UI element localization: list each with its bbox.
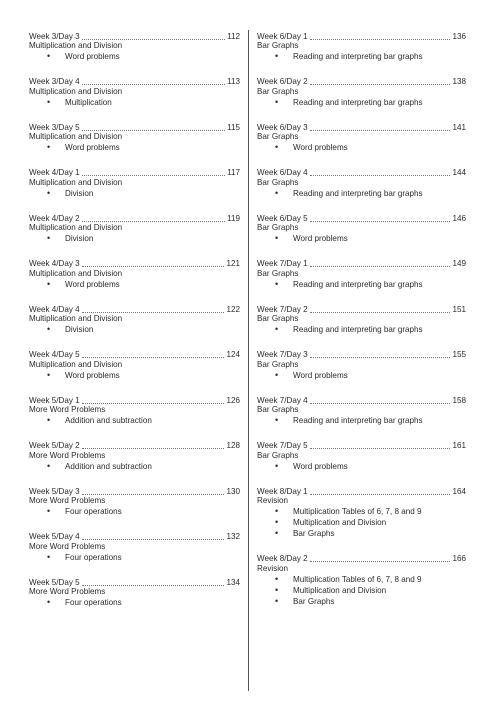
toc-entry-title: Week 5/Day 4 xyxy=(29,532,80,542)
dot-leader xyxy=(82,221,225,222)
dot-leader xyxy=(310,561,451,562)
toc-entry-page-number: 138 xyxy=(452,77,466,87)
toc-entry-page-number: 151 xyxy=(452,304,466,314)
toc-entry-title: Week 6/Day 3 xyxy=(257,122,308,132)
toc-entry-topic-list xyxy=(257,187,466,200)
toc-entry-topic-label: Multiplication and Division xyxy=(293,518,387,527)
toc-entry-topic-label: Division xyxy=(65,325,94,334)
toc-entry xyxy=(29,168,240,200)
bullet-icon: • xyxy=(47,597,51,607)
toc-entry xyxy=(257,168,466,200)
toc-entry-topic-label: Word problems xyxy=(293,461,348,471)
toc-entry-title: Week 7/Day 2 xyxy=(257,304,308,314)
toc-entry-topic-label: Bar Graphs xyxy=(293,596,335,606)
dot-leader xyxy=(82,84,225,85)
bullet-icon: • xyxy=(275,460,279,471)
toc-entry-topic-list xyxy=(29,53,240,63)
toc-entry-topic-label: Reading and interpreting bar graphs xyxy=(293,279,423,289)
toc-entry-topic xyxy=(29,326,240,336)
bullet-icon: • xyxy=(47,551,51,562)
toc-entry-topic-label: Reading and interpreting bar graphs xyxy=(293,416,423,425)
bullet-icon: • xyxy=(47,506,51,516)
dot-leader xyxy=(310,39,451,40)
toc-entry-topic-label: Bar Graphs xyxy=(293,529,335,538)
toc-entry-page-number: 126 xyxy=(226,395,240,405)
toc-entry-topic xyxy=(29,369,240,382)
toc-entry-topic-list xyxy=(29,235,240,245)
toc-entry-topic-list xyxy=(29,96,240,109)
toc-entry-heading xyxy=(29,122,240,132)
toc-entry-topic xyxy=(29,417,240,427)
bullet-icon: • xyxy=(275,415,279,425)
toc-entry-topic-label: Multiplication xyxy=(65,97,112,107)
toc-entry-topic-list xyxy=(29,144,240,154)
toc-entry-subject: Bar Graphs xyxy=(257,359,299,369)
toc-entry xyxy=(257,31,466,63)
toc-entry-heading xyxy=(29,350,240,360)
toc-entry xyxy=(29,213,240,245)
toc-entry-title: Week 3/Day 4 xyxy=(29,77,80,87)
toc-entry xyxy=(257,350,466,382)
toc-entry-topic-label: Multiplication Tables of 6, 7, 8 and 9 xyxy=(293,507,422,516)
toc-entry xyxy=(29,31,240,63)
bullet-icon: • xyxy=(275,595,279,606)
toc-entry-topic-label: Word problems xyxy=(65,52,120,61)
toc-entry-topic-label: Division xyxy=(65,188,94,198)
toc-entry-subject: Bar Graphs xyxy=(257,450,299,460)
toc-entry-topic-list xyxy=(257,326,466,336)
toc-entry-topic-label: Word problems xyxy=(65,370,120,380)
toc-entry-heading xyxy=(257,168,466,178)
toc-entry-topic-list xyxy=(29,508,240,518)
toc-entry-heading xyxy=(257,350,466,360)
toc-entry-topic xyxy=(257,326,466,336)
toc-entry-page-number: 146 xyxy=(452,213,466,223)
bullet-icon: • xyxy=(47,415,51,425)
toc-entry-subject: More Word Problems xyxy=(29,496,106,505)
toc-entry-topic-list xyxy=(29,278,240,291)
toc-entry-title: Week 5/Day 5 xyxy=(29,577,80,587)
toc-entry-topic-label: Division xyxy=(65,234,94,243)
toc-entry-title: Week 3/Day 5 xyxy=(29,122,80,132)
toc-entry-subject: More Word Problems xyxy=(29,587,106,596)
toc-entry-heading xyxy=(257,31,466,41)
toc-entry-heading xyxy=(29,577,240,587)
toc-entry-page-number: 124 xyxy=(226,350,240,360)
toc-entry-title: Week 6/Day 5 xyxy=(257,213,308,223)
bullet-icon: • xyxy=(47,460,51,471)
dot-leader xyxy=(310,175,451,176)
bullet-icon: • xyxy=(47,233,51,243)
toc-entry-title: Week 7/Day 3 xyxy=(257,350,308,360)
toc-entry-heading xyxy=(257,259,466,269)
toc-entry-heading xyxy=(257,441,466,451)
toc-entry xyxy=(29,259,240,291)
toc-entry-subject: Bar Graphs xyxy=(257,132,299,141)
toc-entry xyxy=(29,441,240,473)
toc-entry-title: Week 6/Day 2 xyxy=(257,77,308,87)
bullet-icon: • xyxy=(275,369,279,380)
dot-leader xyxy=(310,403,451,404)
toc-entry-page-number: 112 xyxy=(227,31,240,41)
toc-entry-subject: Multiplication and Division xyxy=(29,314,123,323)
bullet-icon: • xyxy=(275,187,279,198)
toc-entry-topic-list xyxy=(257,460,466,473)
toc-entry-topic xyxy=(29,96,240,109)
toc-entry xyxy=(29,532,240,564)
toc-entry-topic xyxy=(257,144,466,154)
toc-entry-topic xyxy=(29,551,240,564)
dot-leader xyxy=(310,494,451,495)
bullet-icon: • xyxy=(275,506,279,516)
toc-entry-subject: Bar Graphs xyxy=(257,177,299,187)
toc-entry xyxy=(29,122,240,154)
toc-entry-title: Week 5/Day 3 xyxy=(29,486,80,496)
toc-entry-heading xyxy=(29,168,240,178)
bullet-icon: • xyxy=(275,584,279,595)
toc-entry-topic-label: Addition and subtraction xyxy=(65,461,152,471)
toc-entry-heading xyxy=(257,77,466,87)
toc-right-column xyxy=(257,31,466,621)
toc-entry xyxy=(29,577,240,609)
toc-entry-title: Week 6/Day 1 xyxy=(257,31,308,41)
toc-entry xyxy=(29,486,240,518)
toc-entry-topic xyxy=(257,595,466,608)
toc-entry-topic-label: Reading and interpreting bar graphs xyxy=(293,52,423,61)
toc-entry-heading xyxy=(29,77,240,87)
toc-entry-topic xyxy=(29,235,240,245)
toc-entry-topic-label: Multiplication and Division xyxy=(293,585,387,595)
toc-entry-topic xyxy=(29,144,240,154)
dot-leader xyxy=(310,130,451,131)
toc-entry-subject: Bar Graphs xyxy=(257,314,299,323)
toc-entry-title: Week 4/Day 4 xyxy=(29,304,80,314)
toc-entry-topic xyxy=(257,369,466,382)
toc-entry xyxy=(257,441,466,473)
dot-leader xyxy=(82,448,225,449)
toc-entry-topic-list xyxy=(257,278,466,291)
toc-entry-title: Week 5/Day 2 xyxy=(29,441,80,451)
toc-entry-topic-list xyxy=(257,508,466,540)
toc-entry-page-number: 155 xyxy=(452,350,466,360)
toc-entry-subject: Multiplication and Division xyxy=(29,223,123,232)
toc-entry-title: Week 5/Day 1 xyxy=(29,395,80,405)
toc-entry-heading xyxy=(257,554,466,564)
toc-entry-page-number: 121 xyxy=(226,259,240,269)
toc-entry-subject: Multiplication and Division xyxy=(29,359,123,369)
dot-leader xyxy=(82,312,225,313)
toc-entry-subject: Bar Graphs xyxy=(257,268,299,278)
toc-entry-page-number: 161 xyxy=(452,441,466,451)
toc-entry-topic-list xyxy=(257,53,466,63)
toc-entry-subject: More Word Problems xyxy=(29,405,106,414)
toc-entry-title: Week 4/Day 1 xyxy=(29,168,80,178)
toc-entry-title: Week 4/Day 2 xyxy=(29,213,80,223)
toc-entry-topic-label: Four operations xyxy=(65,552,122,562)
bullet-icon: • xyxy=(275,233,279,243)
toc-entry-topic-label: Four operations xyxy=(65,598,122,607)
toc-entry xyxy=(257,259,466,291)
toc-entry-topic xyxy=(257,584,466,597)
toc-left-column xyxy=(29,31,240,623)
toc-entry-page-number: 164 xyxy=(452,486,466,496)
toc-entry-topic xyxy=(257,573,466,586)
bullet-icon: • xyxy=(275,142,279,152)
toc-entry-topic-list xyxy=(29,599,240,609)
toc-entry xyxy=(29,77,240,109)
bullet-icon: • xyxy=(47,369,51,380)
toc-entry-topic xyxy=(257,278,466,291)
toc-entry xyxy=(257,304,466,336)
toc-entry-topic-label: Word problems xyxy=(293,234,348,243)
toc-entry-subject: Bar Graphs xyxy=(257,405,299,414)
toc-entry-topic xyxy=(29,460,240,473)
toc-entry-title: Week 8/Day 1 xyxy=(257,486,308,496)
toc-entry-page-number: 132 xyxy=(226,532,240,542)
bullet-icon: • xyxy=(47,96,51,107)
toc-entry-topic-label: Addition and subtraction xyxy=(65,416,152,425)
toc-entry-topic-list xyxy=(29,551,240,564)
bullet-icon: • xyxy=(47,51,51,61)
toc-entry-topic xyxy=(29,53,240,63)
toc-entry-title: Week 7/Day 4 xyxy=(257,395,308,405)
dot-leader xyxy=(82,357,225,358)
toc-entry-page-number: 113 xyxy=(227,77,240,87)
toc-entry-page-number: 117 xyxy=(227,168,240,178)
toc-entry-topic-list xyxy=(257,144,466,154)
toc-entry-title: Week 3/Day 3 xyxy=(29,31,80,41)
toc-entry-page-number: 128 xyxy=(226,441,240,451)
toc-entry-page-number: 115 xyxy=(227,122,240,132)
bullet-icon: • xyxy=(47,142,51,152)
toc-entry-page-number: 130 xyxy=(226,486,240,496)
toc-entry-page-number: 119 xyxy=(227,213,240,223)
toc-entry-page-number: 136 xyxy=(452,31,466,41)
dot-leader xyxy=(310,357,451,358)
toc-entry-topic xyxy=(257,417,466,427)
toc-entry-heading xyxy=(29,486,240,496)
dot-leader xyxy=(310,266,451,267)
toc-entry-subject: Revision xyxy=(257,496,289,505)
toc-entry-page-number: 141 xyxy=(452,122,466,132)
dot-leader xyxy=(310,312,451,313)
toc-entry-title: Week 6/Day 4 xyxy=(257,168,308,178)
toc-entry xyxy=(257,486,466,540)
bullet-icon: • xyxy=(275,51,279,61)
toc-entry-heading xyxy=(29,213,240,223)
toc-entry-topic-list xyxy=(29,460,240,473)
toc-entry-topic-label: Reading and interpreting bar graphs xyxy=(293,188,423,198)
dot-leader xyxy=(82,403,225,404)
toc-entry-topic-list xyxy=(29,326,240,336)
toc-entry-topic xyxy=(29,508,240,518)
toc-entry-page-number: 134 xyxy=(226,577,240,587)
toc-entry-topic-list xyxy=(29,369,240,382)
toc-entry-page-number: 166 xyxy=(452,554,466,564)
toc-entry-topic xyxy=(29,187,240,200)
toc-entry xyxy=(257,554,466,608)
toc-entry-topic xyxy=(257,187,466,200)
toc-entry-topic-label: Multiplication Tables of 6, 7, 8 and 9 xyxy=(293,574,422,584)
dot-leader xyxy=(82,494,225,495)
dot-leader xyxy=(82,585,225,586)
dot-leader xyxy=(82,539,225,540)
toc-entry-title: Week 4/Day 5 xyxy=(29,350,80,360)
bullet-icon: • xyxy=(275,573,279,584)
toc-entry-topic-list xyxy=(257,96,466,109)
toc-entry-subject: More Word Problems xyxy=(29,541,106,551)
toc-entry-subject: Bar Graphs xyxy=(257,41,299,50)
toc-entry-topic xyxy=(257,235,466,245)
toc-entry-topic-list xyxy=(29,187,240,200)
toc-entry xyxy=(257,77,466,109)
toc-entry-topic xyxy=(257,53,466,63)
dot-leader xyxy=(82,39,225,40)
toc-entry-topic xyxy=(29,278,240,291)
toc-entry xyxy=(29,395,240,427)
toc-entry-topic-label: Reading and interpreting bar graphs xyxy=(293,97,423,107)
dot-leader xyxy=(82,130,225,131)
toc-entry-topic-label: Word problems xyxy=(293,143,348,152)
dot-leader xyxy=(310,221,451,222)
toc-entry-topic-list xyxy=(257,417,466,427)
bullet-icon: • xyxy=(275,96,279,107)
toc-entry-title: Week 4/Day 3 xyxy=(29,259,80,269)
toc-entry-page-number: 149 xyxy=(452,259,466,269)
toc-entry-topic-label: Word problems xyxy=(293,370,348,380)
toc-entry-heading xyxy=(29,532,240,542)
column-divider xyxy=(248,30,249,691)
toc-entry-topic xyxy=(29,599,240,609)
dot-leader xyxy=(82,266,225,267)
bullet-icon: • xyxy=(47,187,51,198)
toc-entry-topic xyxy=(257,530,466,540)
dot-leader xyxy=(82,175,225,176)
toc-entry-heading xyxy=(29,304,240,314)
toc-entry-page-number: 122 xyxy=(226,304,240,314)
toc-entry-heading xyxy=(257,395,466,405)
toc-entry-subject: Multiplication and Division xyxy=(29,268,123,278)
toc-entry-topic-label: Reading and interpreting bar graphs xyxy=(293,325,423,334)
toc-entry-topic xyxy=(257,519,466,529)
toc-entry xyxy=(257,213,466,245)
bullet-icon: • xyxy=(275,517,279,527)
toc-entry-topic-label: Word problems xyxy=(65,143,120,152)
dot-leader xyxy=(310,84,451,85)
toc-entry xyxy=(257,395,466,427)
toc-entry-subject: Multiplication and Division xyxy=(29,41,123,50)
toc-entry-subject: More Word Problems xyxy=(29,450,106,460)
toc-entry-heading xyxy=(29,31,240,41)
toc-entry-heading xyxy=(29,395,240,405)
toc-entry-topic xyxy=(257,460,466,473)
toc-entry-page-number: 158 xyxy=(452,395,466,405)
toc-entry-topic xyxy=(257,96,466,109)
bullet-icon: • xyxy=(275,528,279,538)
toc-entry xyxy=(257,122,466,154)
toc-entry-subject: Revision xyxy=(257,563,289,573)
bullet-icon: • xyxy=(47,324,51,334)
toc-entry-title: Week 8/Day 2 xyxy=(257,554,308,564)
toc-entry-topic-list xyxy=(257,573,466,608)
toc-entry-heading xyxy=(257,486,466,496)
bullet-icon: • xyxy=(47,278,51,289)
toc-entry-topic-list xyxy=(257,235,466,245)
bullet-icon: • xyxy=(275,278,279,289)
toc-entry-heading xyxy=(257,213,466,223)
toc-entry-title: Week 7/Day 1 xyxy=(257,259,308,269)
bullet-icon: • xyxy=(275,324,279,334)
toc-entry-subject: Multiplication and Division xyxy=(29,177,123,187)
toc-entry-heading xyxy=(29,259,240,269)
toc-entry-heading xyxy=(257,304,466,314)
toc-entry-subject: Bar Graphs xyxy=(257,86,299,96)
toc-entry-subject: Multiplication and Division xyxy=(29,86,123,96)
toc-entry-heading xyxy=(257,122,466,132)
toc-entry-page-number: 144 xyxy=(452,168,466,178)
toc-entry-topic-list xyxy=(257,369,466,382)
toc-entry-topic xyxy=(257,508,466,518)
toc-entry xyxy=(29,304,240,336)
toc-entry xyxy=(29,350,240,382)
toc-entry-topic-list xyxy=(29,417,240,427)
toc-entry-topic-label: Four operations xyxy=(65,507,122,516)
dot-leader xyxy=(310,448,451,449)
toc-entry-heading xyxy=(29,441,240,451)
toc-entry-topic-label: Word problems xyxy=(65,279,120,289)
toc-entry-title: Week 7/Day 5 xyxy=(257,441,308,451)
toc-entry-subject: Multiplication and Division xyxy=(29,132,123,141)
toc-entry-subject: Bar Graphs xyxy=(257,223,299,232)
